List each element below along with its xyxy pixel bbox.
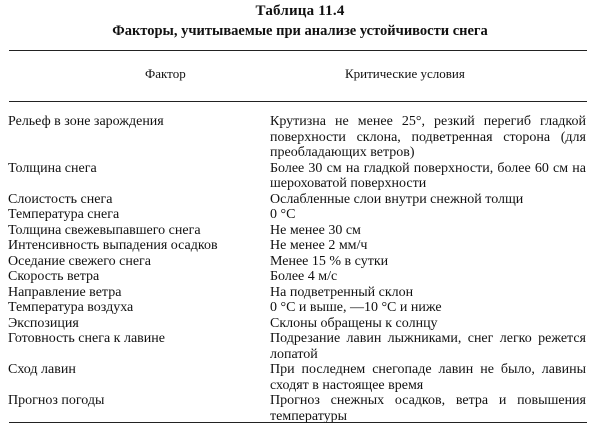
condition-cell: 0 °С	[270, 207, 296, 222]
table-row	[0, 192, 600, 208]
table-row	[0, 223, 600, 239]
condition-cell: Более 30 см на гладкой поверхности, более 60 см на шероховатой поверхности	[270, 160, 586, 191]
condition-cell: Не менее 30 см	[270, 222, 361, 238]
table-row	[0, 161, 600, 192]
condition-cell: Склоны обращены к солнцу	[270, 315, 438, 331]
table-row	[0, 238, 600, 254]
table-row	[0, 300, 600, 316]
table-bottom-rule	[9, 422, 587, 423]
factor-cell: Температура воздуха	[8, 300, 134, 315]
table-row	[0, 362, 600, 393]
factor-cell: Толщина свежевыпавшего снега	[8, 222, 201, 238]
condition-cell: Крутизна не менее 25°, резкий перегиб гладкой поверхности склона, подветренная сторона (для преобладающих ветров)	[270, 114, 586, 160]
condition-cell: 0 °С и выше, —10 °С и ниже	[270, 300, 442, 315]
condition-cell: Более 4 м/с	[270, 269, 338, 284]
table-row	[0, 114, 600, 161]
table-row	[0, 254, 600, 270]
factor-cell: Толщина снега	[8, 160, 97, 176]
table-row	[0, 393, 600, 424]
column-header-conditions: Критические условия	[345, 66, 465, 81]
table-body	[0, 114, 600, 424]
factor-cell: Рельеф в зоне зарождения	[8, 114, 164, 129]
condition-cell: Не менее 2 мм/ч	[270, 238, 368, 253]
factor-cell: Интенсивность выпадения осадков	[8, 238, 218, 253]
column-header-factor: Фактор	[145, 66, 186, 81]
condition-cell: Менее 15 % в сутки	[270, 253, 389, 269]
factor-cell: Слоистость снега	[8, 191, 113, 207]
table-header-rule	[9, 101, 587, 102]
table-number: Таблица 11.4	[255, 3, 345, 19]
table-row	[0, 285, 600, 301]
table-row	[0, 331, 600, 362]
factor-cell: Направление ветра	[8, 284, 122, 300]
condition-cell: Прогноз снежных осадков, ветра и повышения температуры	[270, 393, 586, 424]
table-row	[0, 207, 600, 223]
condition-cell: При последнем снегопаде лавин не было, лавины сходят в настоящее время	[270, 362, 586, 393]
factor-cell: Скорость ветра	[8, 269, 100, 284]
condition-cell: Подрезание лавин лыжниками, снег легко режется лопатой	[270, 331, 586, 362]
table-row	[0, 316, 600, 332]
condition-cell: На подветренный склон	[270, 284, 414, 300]
table-row	[0, 269, 600, 285]
factor-cell: Температура снега	[8, 207, 120, 222]
factor-cell: Экспозиция	[8, 315, 79, 331]
factor-cell: Сход лавин	[8, 362, 76, 377]
factor-cell: Прогноз погоды	[8, 393, 105, 408]
factor-cell: Оседание свежего снега	[8, 253, 151, 269]
table-title: Факторы, учитываемые при анализе устойчивости снега	[112, 23, 488, 39]
factor-cell: Готовность снега к лавине	[8, 331, 165, 346]
condition-cell: Ослабленные слои внутри снежной толщи	[270, 191, 524, 207]
table-top-rule	[9, 50, 587, 51]
